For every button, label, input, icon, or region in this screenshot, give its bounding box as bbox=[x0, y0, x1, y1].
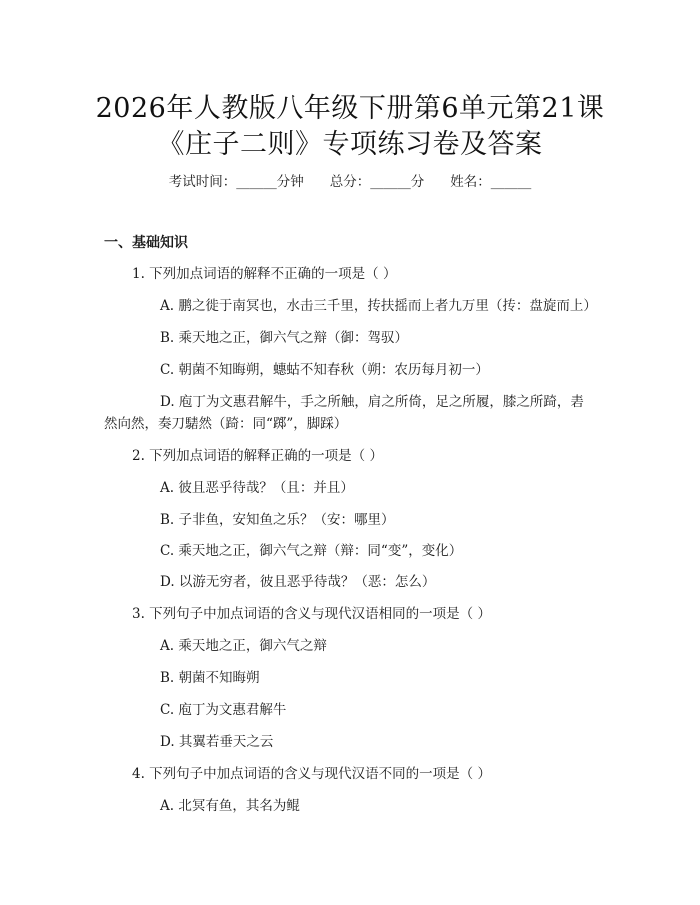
total-score-field: 总分：______分 bbox=[329, 174, 425, 190]
question-1-option-d: D. 庖丁为文惠君解牛，手之所触，肩之所倚，足之所履，膝之所踦，砉 bbox=[160, 394, 584, 410]
question-1-option-d-continued: 然向然，奏刀騞然（踦：同“踯”，脚踩） bbox=[104, 416, 348, 432]
question-3-option-d: D. 其翼若垂天之云 bbox=[160, 734, 274, 750]
student-name-field: 姓名：______ bbox=[450, 174, 532, 190]
question-3-stem: 3. 下列句子中加点词语的含义与现代汉语相同的一项是（ ） bbox=[132, 606, 491, 622]
question-4-stem: 4. 下列句子中加点词语的含义与现代汉语不同的一项是（ ） bbox=[132, 766, 491, 782]
exam-time-field: 考试时间：______分钟 bbox=[168, 174, 304, 190]
document-title-line-1: 2026年人教版八年级下册第6单元第21课 bbox=[95, 93, 605, 124]
question-3-option-a: A. 乘天地之正，御六气之辩 bbox=[160, 638, 327, 654]
question-2-option-b: B. 子非鱼，安知鱼之乐？（安：哪里） bbox=[160, 512, 395, 528]
question-2-option-d: D. 以游无穷者，彼且恶乎待哉？（恶：怎么） bbox=[160, 574, 436, 590]
question-3-option-b: B. 朝菌不知晦朔 bbox=[160, 670, 260, 686]
question-1-option-a: A. 鹏之徙于南冥也，水击三千里，抟扶摇而上者九万里（抟：盘旋而上） bbox=[160, 298, 597, 314]
question-1-option-b: B. 乘天地之正，御六气之辩（御：驾驭） bbox=[160, 330, 409, 346]
document-title-line-2: 《庄子二则》专项练习卷及答案 bbox=[157, 129, 543, 160]
question-1-stem: 1. 下列加点词语的解释不正确的一项是（ ） bbox=[132, 266, 397, 282]
question-4-option-a: A. 北冥有鱼，其名为鲲 bbox=[160, 798, 300, 814]
question-1-option-c: C. 朝菌不知晦朔，蟪蛄不知春秋（朔：农历每月初一） bbox=[160, 362, 489, 378]
question-2-option-a: A. 彼且恶乎待哉？（且：并且） bbox=[160, 480, 354, 496]
question-3-option-c: C. 庖丁为文惠君解牛 bbox=[160, 702, 287, 718]
exam-info-bar bbox=[0, 170, 700, 190]
question-2-stem: 2. 下列加点词语的解释正确的一项是（ ） bbox=[132, 448, 383, 464]
question-2-option-c: C. 乘天地之正，御六气之辩（辩：同“变”，变化） bbox=[160, 543, 463, 559]
section-heading: 一、基础知识 bbox=[104, 235, 188, 251]
